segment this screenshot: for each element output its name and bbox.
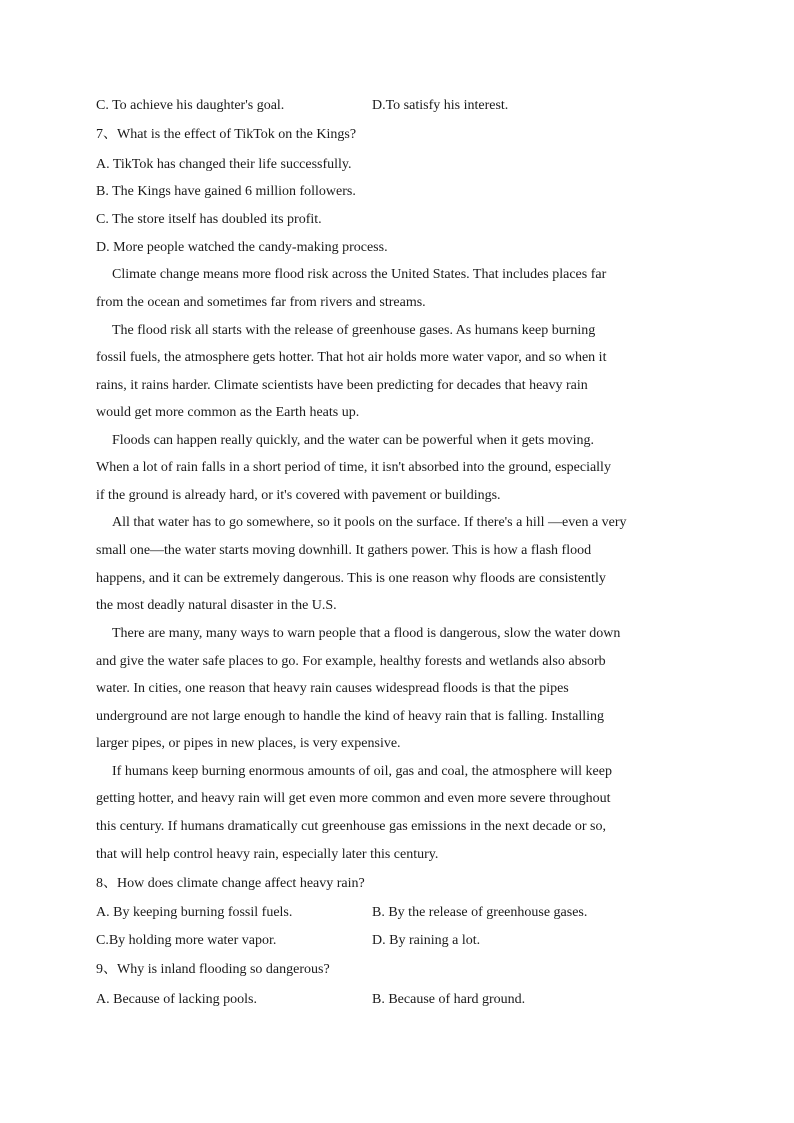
passage-p2-line4: would get more common as the Earth heats up. bbox=[96, 405, 360, 420]
passage-p5-line5: larger pipes, or pipes in new places, is very expensive. bbox=[96, 736, 401, 751]
passage-p4-line1: All that water has to go somewhere, so it pools on the surface. If there's a hill —even a very bbox=[112, 515, 627, 530]
passage-p5-line2: and give the water safe places to go. For example, healthy forests and wetlands also absorb bbox=[96, 654, 606, 669]
passage-p2-line3: rains, it rains harder. Climate scientists have been predicting for decades that heavy rain bbox=[96, 378, 588, 393]
q9-stem: 9、Why is inland flooding so dangerous? bbox=[96, 962, 330, 977]
passage-p2-line1: The flood risk all starts with the release of greenhouse gases. As humans keep burning bbox=[112, 323, 596, 338]
passage-p4-line2: small one—the water starts moving downhill. It gathers power. This is how a flash flood bbox=[96, 543, 592, 558]
passage-p6-line4: that will help control heavy rain, especially later this century. bbox=[96, 847, 439, 862]
passage-p5-line3: water. In cities, one reason that heavy rain causes widespread floods is that the pipes bbox=[96, 681, 569, 696]
passage-p3-line2: When a lot of rain falls in a short period of time, it isn't absorbed into the ground, especially bbox=[96, 460, 611, 475]
passage-p1-line1: Climate change means more flood risk across the United States. That includes places far bbox=[112, 267, 607, 282]
q9-options-row-1 bbox=[96, 991, 716, 1009]
q6-option-c: C. To achieve his daughter's goal. bbox=[96, 98, 285, 113]
q7-option-d: D. More people watched the candy-making process. bbox=[96, 240, 388, 255]
q7-stem: 7、What is the effect of TikTok on the Kings? bbox=[96, 127, 357, 142]
passage-p5-line4: underground are not large enough to handle the kind of heavy rain that is falling. Installing bbox=[96, 709, 605, 724]
q8-stem: 8、How does climate change affect heavy rain? bbox=[96, 876, 365, 891]
q9-option-b: B. Because of hard ground. bbox=[372, 992, 526, 1007]
q9-option-a: A. Because of lacking pools. bbox=[96, 992, 257, 1007]
passage-p6-line1: If humans keep burning enormous amounts of oil, gas and coal, the atmosphere will keep bbox=[112, 764, 612, 779]
q7-option-a: A. TikTok has changed their life successfully. bbox=[96, 157, 352, 172]
q8-option-a: A. By keeping burning fossil fuels. bbox=[96, 905, 293, 920]
q8-option-d: D. By raining a lot. bbox=[372, 933, 481, 948]
passage-p4-line4: the most deadly natural disaster in the U.S. bbox=[96, 598, 337, 613]
q8-option-b: B. By the release of greenhouse gases. bbox=[372, 905, 588, 920]
q8-options-row-2 bbox=[96, 932, 716, 950]
passage-p4-line3: happens, and it can be extremely dangerous. This is one reason why floods are consistently bbox=[96, 571, 606, 586]
q8-options-row-1 bbox=[96, 904, 716, 922]
q7-option-b: B. The Kings have gained 6 million followers. bbox=[96, 184, 356, 199]
passage-p1-line2: from the ocean and sometimes far from rivers and streams. bbox=[96, 295, 426, 310]
passage-p3-line1: Floods can happen really quickly, and the water can be powerful when it gets moving. bbox=[112, 433, 594, 448]
passage-p2-line2: fossil fuels, the atmosphere gets hotter. That hot air holds more water vapor, and so when it bbox=[96, 350, 607, 365]
passage-p3-line3: if the ground is already hard, or it's covered with pavement or buildings. bbox=[96, 488, 501, 503]
passage-p6-line2: getting hotter, and heavy rain will get even more common and even more severe throughout bbox=[96, 791, 611, 806]
q8-option-c: C.By holding more water vapor. bbox=[96, 933, 277, 948]
passage-p6-line3: this century. If humans dramatically cut greenhouse gas emissions in the next decade or so, bbox=[96, 819, 606, 834]
q6-option-d: D.To satisfy his interest. bbox=[372, 98, 509, 113]
q7-option-c: C. The store itself has doubled its profit. bbox=[96, 212, 322, 227]
passage-p5-line1: There are many, many ways to warn people that a flood is dangerous, slow the water down bbox=[112, 626, 621, 641]
q6-options-row bbox=[96, 97, 716, 115]
